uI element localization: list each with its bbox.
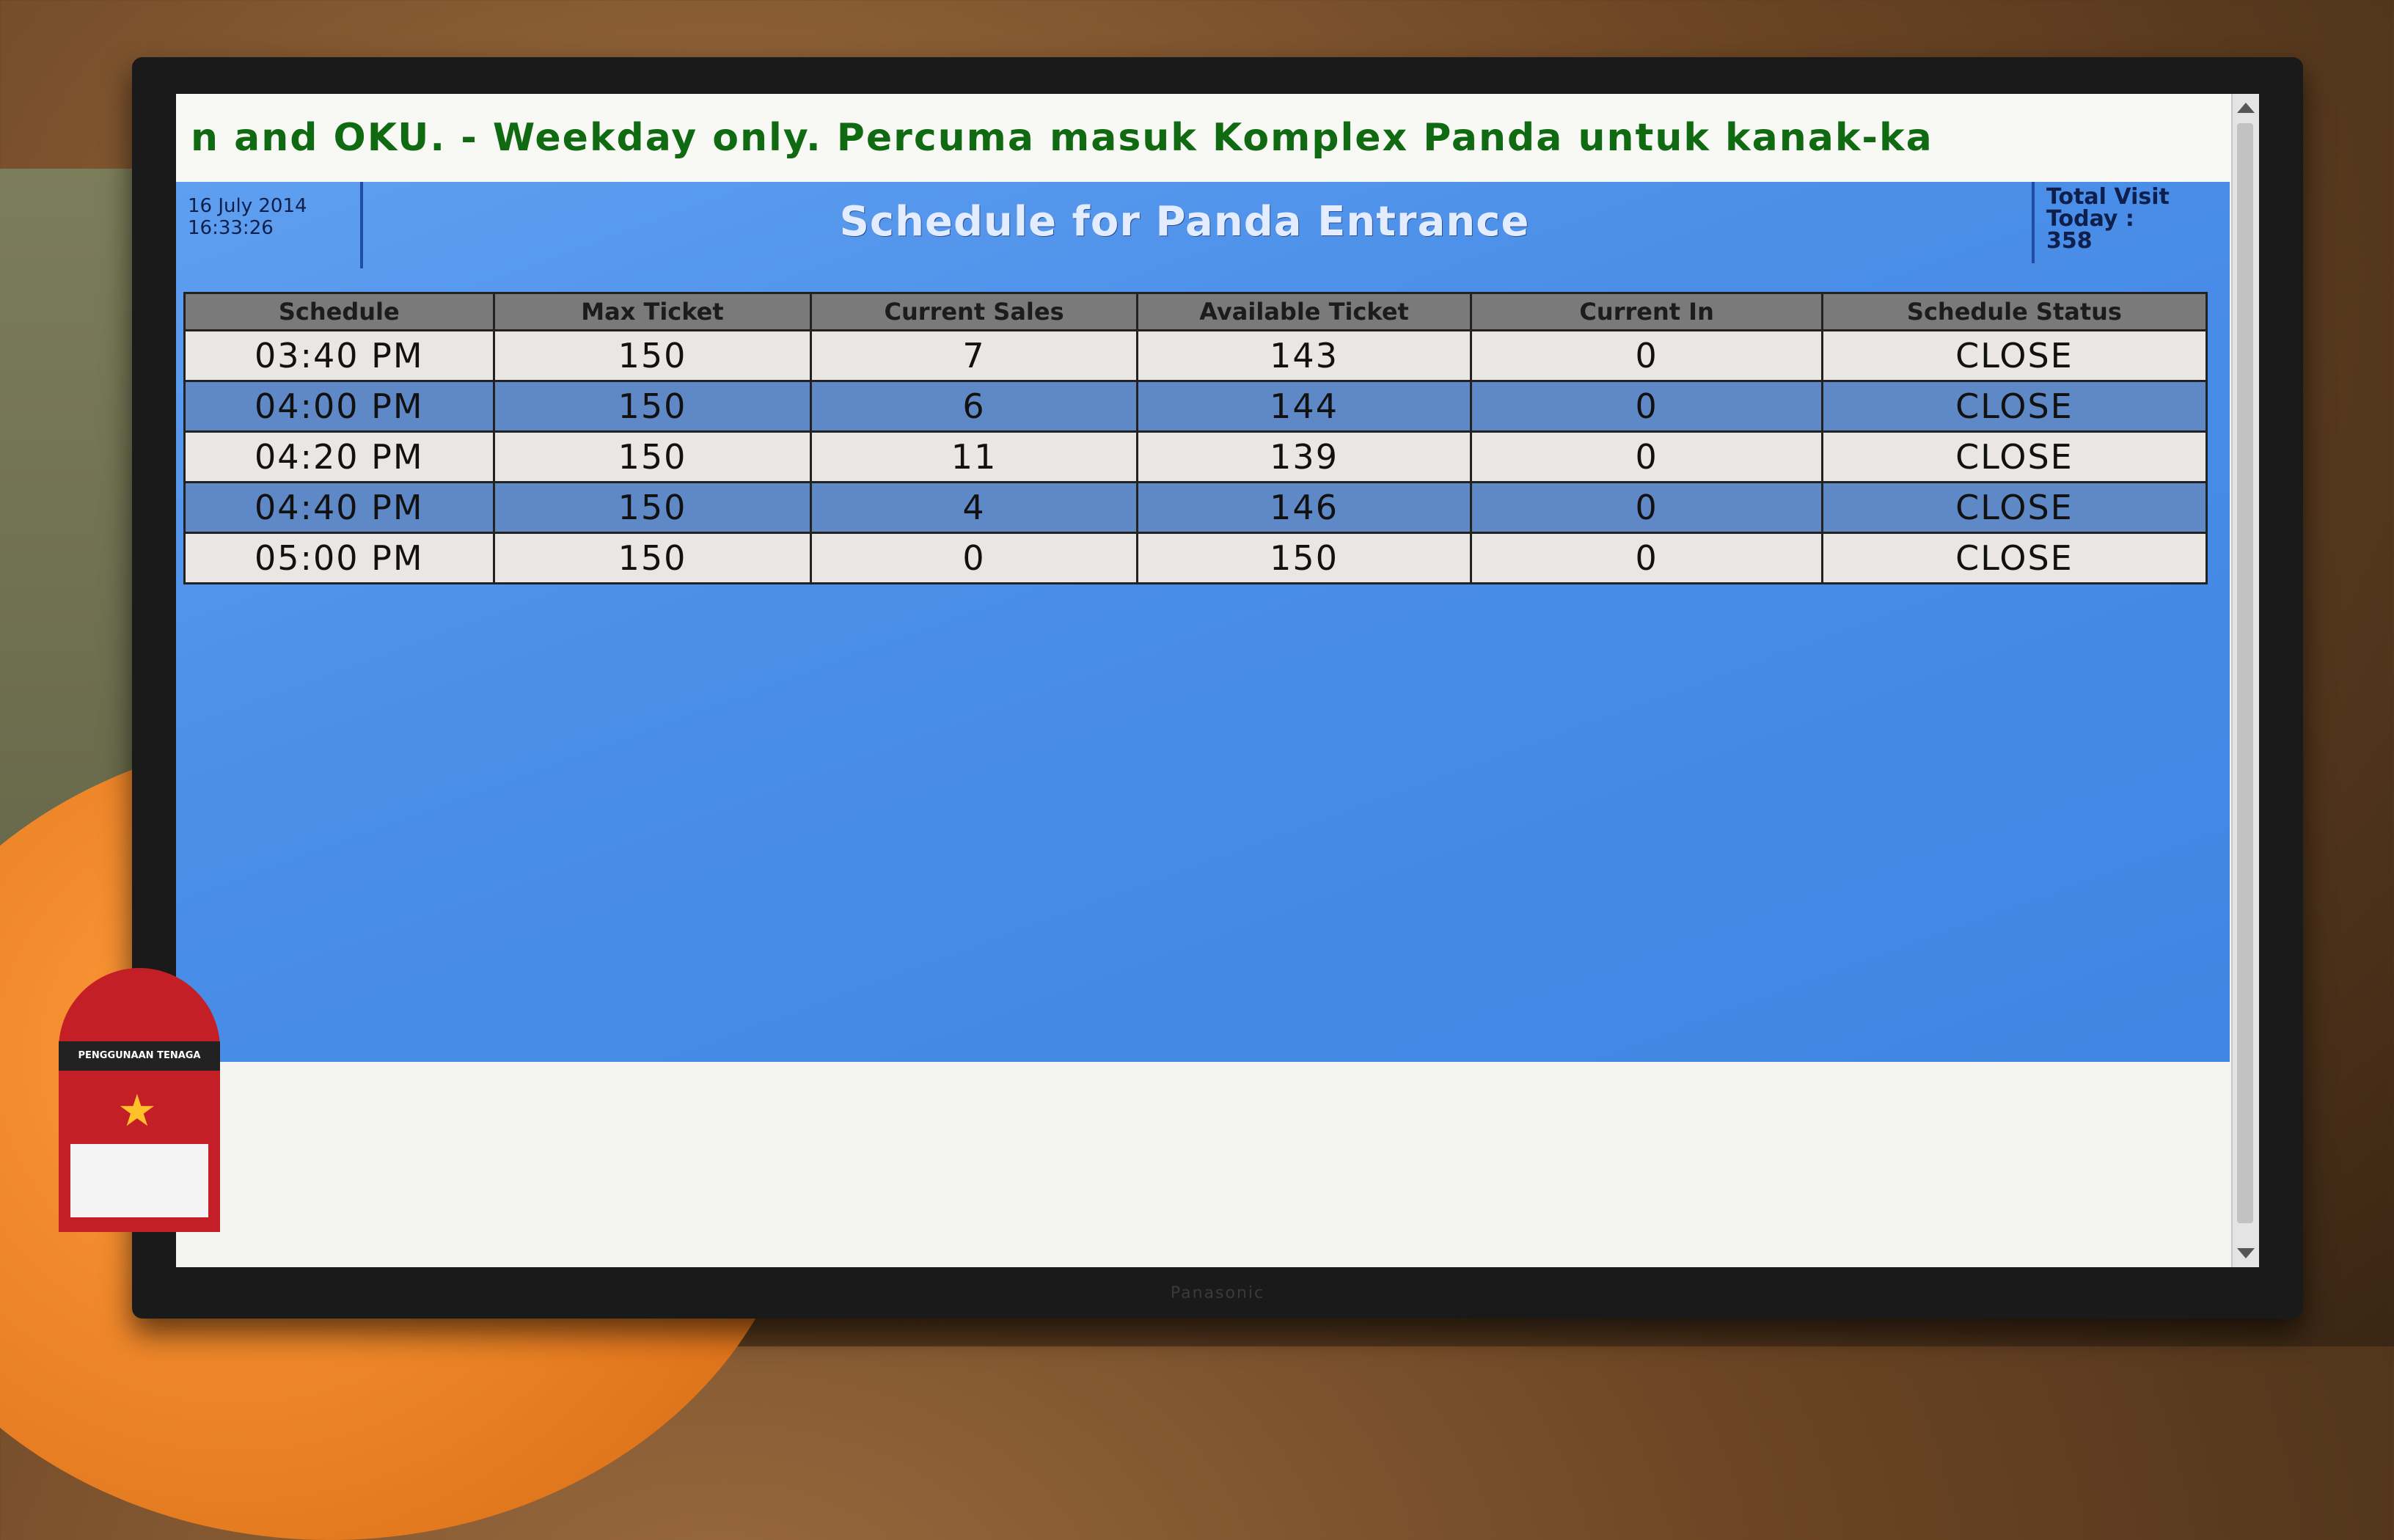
current-sales-cell: 11	[811, 432, 1137, 483]
energy-sticker-text: PENGGUNAAN TENAGA	[59, 1041, 220, 1071]
table-header-row	[185, 293, 2207, 331]
table-row	[185, 483, 2207, 533]
scroll-thumb[interactable]	[2237, 123, 2253, 1223]
schedule-status-cell: CLOSE	[1822, 432, 2206, 483]
current-in-cell: 0	[1471, 381, 1822, 432]
schedule-cell: 04:20 PM	[185, 432, 494, 483]
vertical-scrollbar[interactable]	[2231, 94, 2259, 1267]
current-sales-cell: 6	[811, 381, 1137, 432]
current-sales-cell: 4	[811, 483, 1137, 533]
current-in-cell: 0	[1471, 331, 1822, 381]
scroll-down-icon[interactable]	[2237, 1248, 2255, 1258]
tv-brand-logo: Panasonic	[1170, 1284, 1265, 1302]
star-icon: ★	[117, 1085, 157, 1137]
schedule-table	[183, 292, 2208, 584]
column-header: Schedule	[185, 293, 494, 331]
current-sales-cell: 7	[811, 331, 1137, 381]
schedule-status-cell: CLOSE	[1822, 483, 2206, 533]
max-ticket-cell: 150	[494, 483, 811, 533]
page-title: Schedule for Panda Entrance	[839, 198, 1530, 246]
max-ticket-cell: 150	[494, 331, 811, 381]
column-header: Schedule Status	[1822, 293, 2206, 331]
available-ticket-cell: 150	[1137, 533, 1471, 584]
current-sales-cell: 0	[811, 533, 1137, 584]
max-ticket-cell: 150	[494, 432, 811, 483]
table-row	[185, 432, 2207, 483]
schedule-status-cell: CLOSE	[1822, 533, 2206, 584]
max-ticket-cell: 150	[494, 533, 811, 584]
column-header: Current In	[1471, 293, 1822, 331]
current-in-cell: 0	[1471, 432, 1822, 483]
column-header: Available Ticket	[1137, 293, 1471, 331]
schedule-cell: 03:40 PM	[185, 331, 494, 381]
scroll-up-icon[interactable]	[2237, 103, 2255, 113]
empty-content-area	[176, 1062, 2230, 1267]
energy-sticker-card	[70, 1144, 208, 1217]
table-row	[185, 381, 2207, 432]
available-ticket-cell: 146	[1137, 483, 1471, 533]
column-header: Current Sales	[811, 293, 1137, 331]
schedule-cell: 05:00 PM	[185, 533, 494, 584]
energy-rating-sticker	[59, 968, 220, 1232]
total-visit-value: 358	[2046, 228, 2093, 254]
column-header: Max Ticket	[494, 293, 811, 331]
schedule-cell: 04:00 PM	[185, 381, 494, 432]
schedule-status-cell: CLOSE	[1822, 381, 2206, 432]
available-ticket-cell: 139	[1137, 432, 1471, 483]
available-ticket-cell: 144	[1137, 381, 1471, 432]
current-in-cell: 0	[1471, 533, 1822, 584]
available-ticket-cell: 143	[1137, 331, 1471, 381]
schedule-cell: 04:40 PM	[185, 483, 494, 533]
total-visit-box	[2032, 182, 2230, 263]
total-visit-label: Total Visit Today :	[2046, 184, 2170, 232]
screen	[176, 94, 2259, 1267]
tv-frame	[132, 57, 2303, 1319]
max-ticket-cell: 150	[494, 381, 811, 432]
table-row	[185, 331, 2207, 381]
schedule-panel	[176, 182, 2230, 1062]
ticker-marquee: n and OKU. - Weekday only. Percuma masuk Komplex Panda untuk kanak-ka	[176, 94, 2244, 182]
datetime-box	[176, 182, 363, 268]
current-in-cell: 0	[1471, 483, 1822, 533]
time-text: 16:33:26	[188, 217, 274, 239]
date-text: 16 July 2014	[188, 195, 307, 217]
table-row	[185, 533, 2207, 584]
schedule-status-cell: CLOSE	[1822, 331, 2206, 381]
